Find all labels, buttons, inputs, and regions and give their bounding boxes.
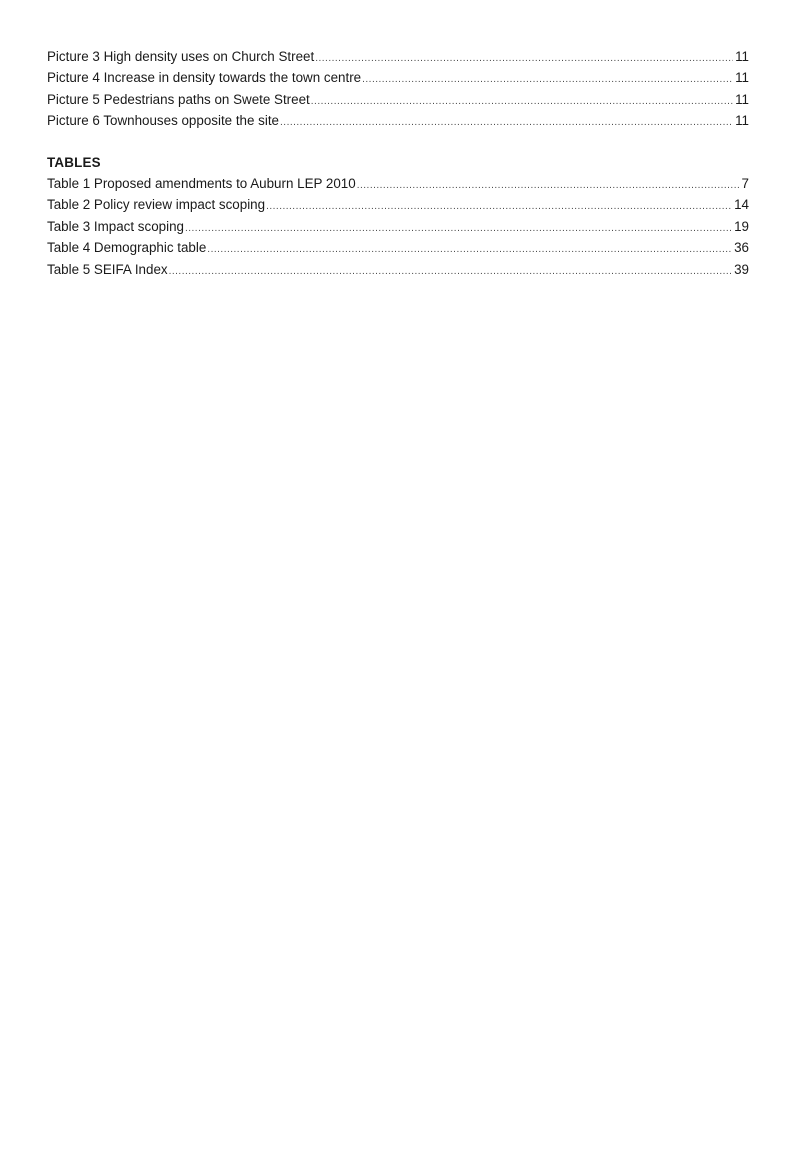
toc-entry-title: Table 4 Demographic table xyxy=(47,240,207,256)
toc-entry-picture-6[interactable] xyxy=(47,110,749,131)
toc-entry-title: Table 2 Policy review impact scoping xyxy=(47,197,266,213)
toc-entry-title: Table 1 Proposed amendments to Auburn LEP 2010 xyxy=(47,176,356,191)
tables-list xyxy=(47,152,749,280)
toc-entry-page-number: 11 xyxy=(735,91,749,107)
toc-entry-table-1[interactable] xyxy=(47,173,749,194)
toc-entry-page-number: 11 xyxy=(735,70,749,86)
toc-entry-title: Picture 5 Pedestrians paths on Swete Street xyxy=(47,91,310,107)
toc-entry-table-3[interactable] xyxy=(47,216,749,237)
dot-leader xyxy=(169,261,733,282)
toc-entry-page-number: 36 xyxy=(734,240,749,256)
toc-entry-title: Picture 4 Increase in density towards the town centre xyxy=(47,70,362,86)
dot-leader xyxy=(185,218,732,239)
tables-heading: TABLES xyxy=(47,155,101,170)
toc-entry-title: Table 5 SEIFA Index xyxy=(47,261,168,277)
pictures-list xyxy=(47,46,749,132)
toc-entry-title: Picture 6 Townhouses opposite the site xyxy=(47,113,280,129)
toc-entry-page-number: 39 xyxy=(734,261,749,277)
toc-entry-title: Picture 3 High density uses on Church Street xyxy=(47,49,315,64)
toc-entry-table-2[interactable] xyxy=(47,194,749,215)
toc-entry-table-4[interactable] xyxy=(47,237,749,258)
toc-entry-table-5[interactable] xyxy=(47,259,749,280)
dot-leader xyxy=(362,69,733,90)
toc-entry-page-number: 11 xyxy=(735,49,749,64)
toc-entry-picture-3[interactable] xyxy=(47,46,749,67)
toc-entry-page-number: 19 xyxy=(734,218,749,234)
dot-leader xyxy=(311,91,733,112)
dot-leader xyxy=(315,48,733,69)
toc-entry-title: Table 3 Impact scoping xyxy=(47,218,184,234)
toc-entry-page-number: 7 xyxy=(741,176,749,191)
toc-entry-picture-4[interactable] xyxy=(47,67,749,88)
toc-entry-page-number: 14 xyxy=(734,197,749,213)
toc-entry-page-number: 11 xyxy=(735,113,749,129)
dot-leader xyxy=(207,239,732,260)
toc-entry-picture-5[interactable] xyxy=(47,89,749,110)
dot-leader xyxy=(280,112,733,133)
dot-leader xyxy=(266,196,732,217)
dot-leader xyxy=(357,175,740,196)
